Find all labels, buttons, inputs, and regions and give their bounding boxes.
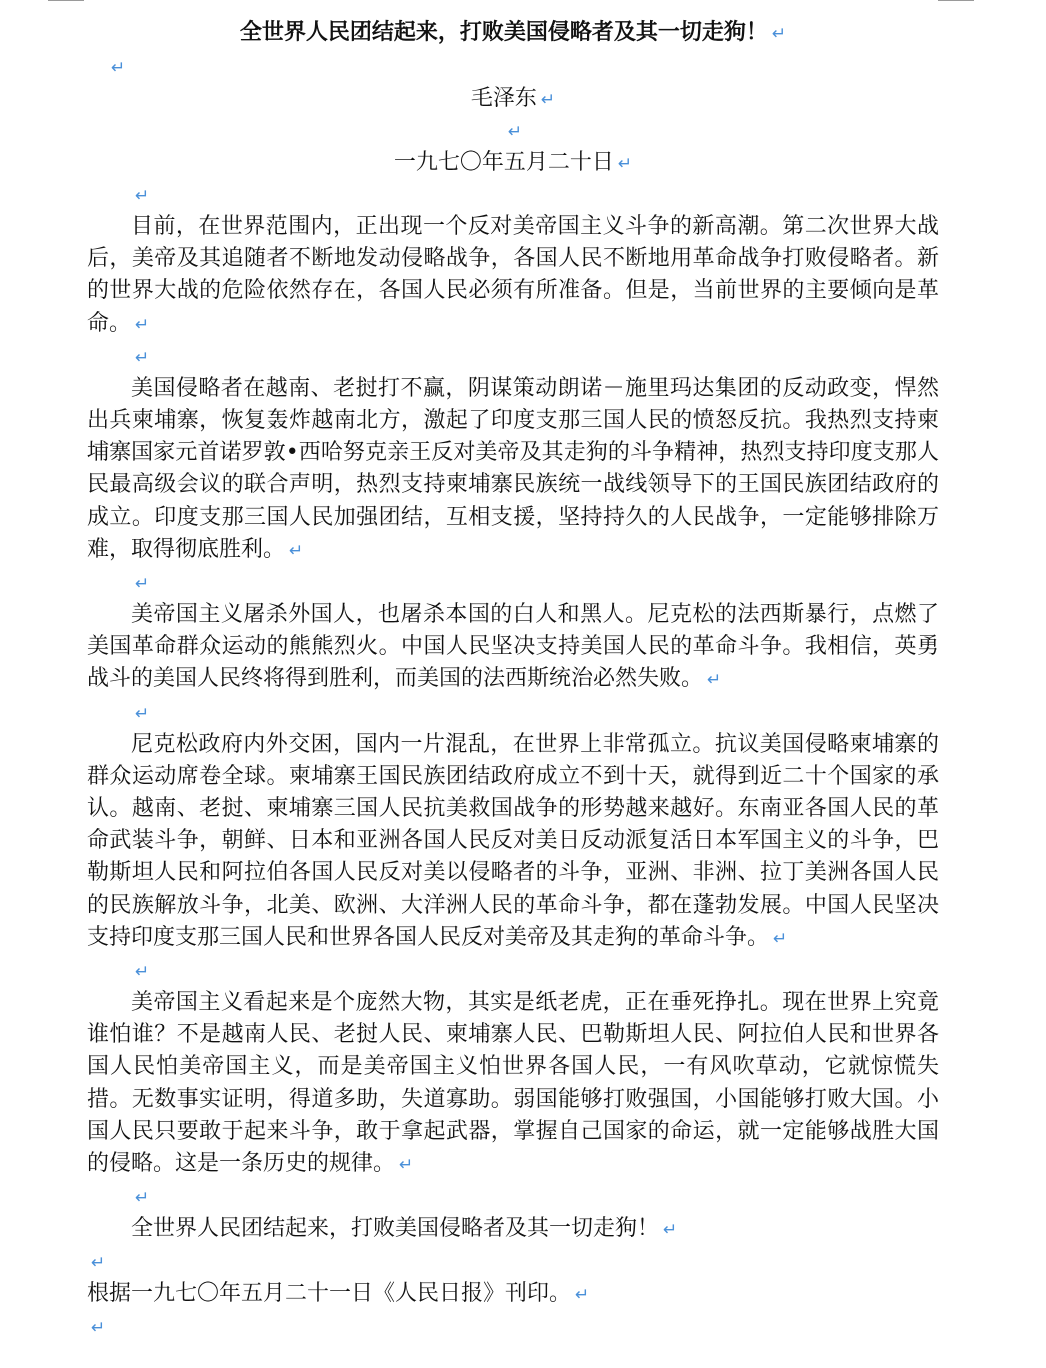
paragraph-mark-icon: ↵ bbox=[135, 314, 150, 335]
paragraph-mark-icon: ↵ bbox=[135, 347, 150, 368]
paragraph-mark-icon: ↵ bbox=[135, 703, 150, 724]
empty-line bbox=[87, 179, 939, 211]
empty-line bbox=[87, 1181, 939, 1213]
empty-line bbox=[87, 115, 939, 147]
paragraph-mark-icon: ↵ bbox=[617, 154, 633, 174]
empty-line bbox=[87, 51, 939, 83]
closing-slogan bbox=[87, 1213, 939, 1246]
body-paragraph-1 bbox=[87, 211, 939, 341]
body-paragraph-5 bbox=[87, 987, 939, 1181]
empty-line bbox=[87, 1246, 939, 1278]
paragraph-mark-icon: ↵ bbox=[399, 1155, 414, 1176]
date-line bbox=[87, 147, 939, 179]
title-text: 全世界人民团结起来，打败美国侵略者及其一切走狗！ bbox=[239, 20, 768, 45]
paragraph-mark-icon: ↵ bbox=[135, 574, 150, 595]
empty-line bbox=[87, 567, 939, 599]
source-note bbox=[87, 1278, 939, 1311]
paragraph-mark-icon: ↵ bbox=[663, 1220, 678, 1241]
paragraph-mark-icon: ↵ bbox=[91, 1318, 106, 1339]
paragraph-text: 目前，在世界范围内，正出现一个反对美帝国主义斗争的新高潮。第二次世界大战后，美帝及其追随者不断地发动侵略战争，各国人民不断地用革命战争打败侵略者。新的世界大战的危险依然存在，各国人民必须有所准备。但是，当前世界的主要倾向是革命。 bbox=[87, 214, 939, 336]
paragraph-mark-icon: ↵ bbox=[135, 962, 150, 983]
paragraph-mark-icon: ↵ bbox=[289, 540, 304, 561]
document-title bbox=[87, 15, 939, 51]
author-name: 毛泽东 bbox=[470, 86, 537, 111]
paragraph-text: 尼克松政府内外交困，国内一片混乱，在世界上非常孤立。抗议美国侵略柬埔寨的群众运动席卷全球。柬埔寨王国民族团结政府成立不到十天，就得到近二十个国家的承认。越南、老挝、柬埔寨三国人民抗美救国战争的形势越来越好。东南亚各国人民的革命武装斗争，朝鲜、日本和亚洲各国人民反对美日反动派复活日本军国主义的斗争，巴勒斯坦人民和阿拉伯各国人民反对美以侵略者的斗争，亚洲、非洲、拉丁美洲各国人民的民族解放斗争，北美、欧洲、大洋洲人民的革命斗争，都在蓬勃发展。中国人民坚决支持印度支那三国人民和世界各国人民反对美帝及其走狗的革命斗争。 bbox=[87, 731, 939, 950]
document-page bbox=[87, 15, 939, 1343]
paragraph-text: 全世界人民团结起来，打败美国侵略者及其一切走狗！ bbox=[131, 1216, 660, 1242]
source-note-text: 根据一九七〇年五月二十一日《人民日报》刊印。 bbox=[87, 1281, 572, 1307]
paragraph-mark-icon: ↵ bbox=[111, 58, 126, 78]
paragraph-mark-icon: ↵ bbox=[575, 1285, 590, 1306]
paragraph-mark-icon: ↵ bbox=[135, 1188, 150, 1209]
empty-line bbox=[87, 341, 939, 373]
paragraph-mark-icon: ↵ bbox=[773, 928, 788, 949]
body-paragraph-4 bbox=[87, 729, 939, 955]
paragraph-mark-icon: ↵ bbox=[91, 1253, 106, 1274]
paragraph-mark-icon: ↵ bbox=[771, 24, 787, 44]
crop-mark-left bbox=[48, 0, 84, 1]
empty-line bbox=[87, 1311, 939, 1343]
body-paragraph-3 bbox=[87, 599, 939, 697]
paragraph-text: 美帝国主义看起来是个庞然大物，其实是纸老虎，正在垂死挣扎。现在世界上究竟谁怕谁？不是越南人民、老挝人民、柬埔寨人民、巴勒斯坦人民、阿拉伯人民和世界各国人民怕美帝国主义，而是美帝国主义怕世界各国人民，一有风吹草动，它就惊慌失措。无数事实证明，得道多助，失道寡助。弱国能够打败强国，小国能够打败大国。小国人民只要敢于起来斗争，敢于拿起武器，掌握自己国家的命运，就一定能够战胜大国的侵略。这是一条历史的规律。 bbox=[87, 990, 939, 1177]
date-text: 一九七〇年五月二十日 bbox=[393, 150, 614, 175]
paragraph-mark-icon: ↵ bbox=[540, 90, 556, 110]
paragraph-mark-icon: ↵ bbox=[707, 670, 722, 691]
crop-mark-right bbox=[938, 0, 974, 1]
author-line bbox=[87, 83, 939, 115]
paragraph-text: 美国侵略者在越南、老挝打不赢，阴谋策动朗诺－施里玛达集团的反动政变，悍然出兵柬埔寨，恢复轰炸越南北方，激起了印度支那三国人民的愤怒反抗。我热烈支持柬埔寨国家元首诺罗敦•西哈努克亲王反对美帝及其走狗的斗争精神，热烈支持印度支那人民最高级会议的联合声明，热烈支持柬埔寨民族统一战线领导下的王国民族团结政府的成立。印度支那三国人民加强团结，互相支援，坚持持久的人民战争，一定能够排除万难，取得彻底胜利。 bbox=[87, 375, 939, 562]
paragraph-mark-icon: ↵ bbox=[135, 186, 150, 206]
paragraph-text: 美帝国主义屠杀外国人，也屠杀本国的白人和黑人。尼克松的法西斯暴行，点燃了美国革命群众运动的熊熊烈火。中国人民坚决支持美国人民的革命斗争。我相信，英勇战斗的美国人民终将得到胜利，而美国的法西斯统治必然失败。 bbox=[87, 602, 939, 692]
empty-line bbox=[87, 697, 939, 729]
paragraph-mark-icon: ↵ bbox=[507, 122, 523, 142]
empty-line bbox=[87, 955, 939, 987]
body-paragraph-2 bbox=[87, 373, 939, 567]
